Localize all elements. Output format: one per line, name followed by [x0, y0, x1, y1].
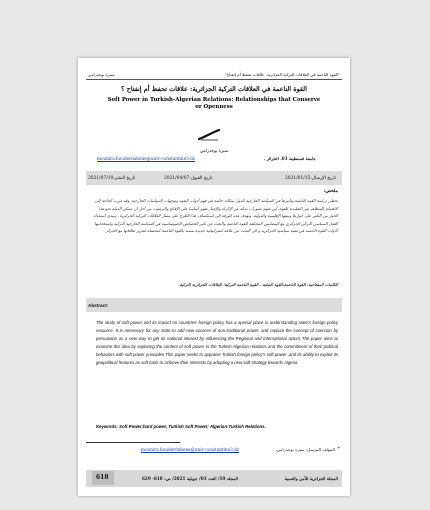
- pen-icon: [196, 128, 222, 142]
- abstract-en-heading: Abstract:: [88, 303, 109, 308]
- date-published: تاريخ النشر:2021/07/10: [88, 176, 136, 181]
- document-page: [78, 58, 350, 496]
- abstract-ar-text: تحظى دراسة القوة الناعمة وتأثيرها في السياسة الخارجية للدول بمكانة خاصة في فهم أدوات النفوذ وتوجهات السياسات الخارجية، وقد غيرت الحاجة إلى الاهتمام بالمظاهر غير التقليدية للقوة، أين تقوم تصورات بديلة عن الإكراه والإجبار تقوم أساسا على الإقناع والترغيب، من أجل أن تتمكن الدولة نحو هذا الخيار من التأثير على جوارها وبيئتها الإقليمية والدولية، وتهدف هذه الورقة إلى استكشاف هذا الطرح على مسار العلاقات التركية الجزائرية ، ومدى استعداد الفعل السياسي التركي الجزائري مع المضامين المختلفة للقوة الناعمة والبحث عن تأثير الخصائص الجيوسياسية في السياسة الخارجية التركية واستخدامها لأدوات القوة الناعمة في تنفيذ سياسية الجزائرية و الى البحث عن علاقة استراتيجية جديدة تستند بالقوة الناعمة كمحصلة لتعزيز علاقاتها مع الجزائر.: [93, 198, 338, 234]
- title-english: Soft Power in Turkish-Algerian Relations: Relationships that Conserve or Openness: [107, 97, 321, 110]
- title-arabic: القوة الناعمة في العلاقات التركية الجزائرية: علاقات تحفظ أم إنفتاح ؟: [121, 85, 307, 93]
- abstract-en-bar: [86, 298, 342, 312]
- author-name: منيرة بوجدرامي: [199, 149, 229, 154]
- date-received: تاريخ الإرسال:2021/01/15: [285, 176, 336, 181]
- running-author: منيرة بوجدرامي: [88, 72, 115, 77]
- author-affiliation: جامعة قسنطينة 03، الجزائر ،: [263, 156, 316, 161]
- footnote-label: المؤلف المرسل: منيرة بوجدرامي،: [275, 447, 335, 452]
- keywords-en: Keywords: Soft Power;hard power, Turkish Soft Power; Algerian-Turkish Relations.: [96, 424, 266, 429]
- header-rule: [86, 79, 342, 80]
- author-email-link[interactable]: mounira.bouderdabene@univ-constantine3.dz: [97, 156, 195, 161]
- footnote-marker: *: [337, 446, 340, 452]
- footer-journal: المجلة الجزائرية للأمن والتنمية: [284, 476, 338, 481]
- running-title: "القوة الناعمة في العلاقات التركية الجزائرية: علاقات تحفظ أم إنفتاح": [224, 72, 340, 77]
- footnote-email-link[interactable]: mounira.bouderdabene@univ-constantine3.dz: [141, 447, 239, 452]
- page-number: 618: [96, 474, 109, 481]
- date-accepted: تاريخ القبول:2021/04/07: [164, 176, 213, 181]
- abstract-en-text: The study of soft power and its impact on countries' foreign policy has a special place in understanding state's foreign policy resource. It is necessary for any state to add new sources of non-traditional power, and replace the concept of coercion by persuasion as a new way to get its national interest by influencing the Regional and international actors The paper aims to examine this idea by exploring the content of soft power in the Turkish-Algerian relations and the commitment of their political behaviors with soft power principles This paper seeks to appraise Turkish foreign policy's soft power ,and its ability to exploit its geopolitical features as soft tools to achieve their interests by adopting a new soft strategy towards Algeria: [96, 320, 338, 366]
- abstract-ar-heading: ملخص:: [323, 189, 338, 194]
- keywords-ar: الكلمات المفتاحية: القوة الناعمة،القوة الصلبة ، القوة الناعمة التركية؛ العلاقات الجزائرية التركية.: [178, 282, 338, 287]
- footnote-rule: [86, 442, 180, 443]
- footer-issue: المجلد 10/ العدد 03/ جويلية 2021/ ص: 618- 629: [142, 476, 238, 481]
